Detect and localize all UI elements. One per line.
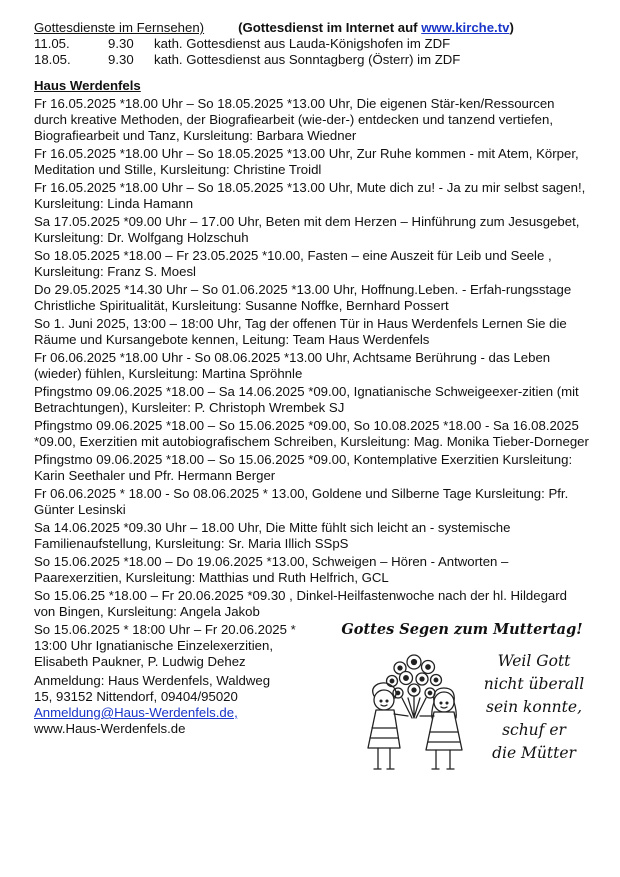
event-entry: So 15.06.2025 *18.00 – Do 19.06.2025 *13.00, Schweigen – Hören - Antworten – Paarexerzitien, Kursleitung: Matthias und Ruth Helfrich, GCL — [34, 554, 509, 585]
event-entry: Fr 16.05.2025 *18.00 Uhr – So 18.05.2025 *13.00 Uhr, Mute dich zu! - Ja zu mir selbst sagen!, Kursleitung: Linda Hamann — [34, 180, 586, 211]
tv-heading: Gottesdienste im Fernsehen) — [34, 20, 205, 35]
bottom-section — [34, 622, 590, 772]
tv-time: 9.30 — [108, 36, 134, 51]
internet-label: (Gottesdienst im Internet auf — [238, 20, 422, 35]
event-entry: So 15.06.2025 * 18:00 Uhr – Fr 20.06.2025 * 13:00 Uhr Ignatianische Einzelexerzitien, Elisabeth Paukner, P. Ludwig Dehez — [34, 622, 296, 669]
tv-program: kath. Gottesdienst aus Sonntagberg (Österr) im ZDF — [154, 52, 461, 67]
event-entry: So 18.05.2025 *18.00 – Fr 23.05.2025 *10.00, Fasten – eine Auszeit für Leib und Seele , Kursleitung: Franz S. Moesl — [34, 248, 552, 279]
event-entry: Sa 14.06.2025 *09.30 Uhr – 18.00 Uhr, Die Mitte fühlt sich leicht an - systemische Familienaufstellung, Kursleitung: Sr. Maria Illich SSpS — [34, 520, 511, 551]
website-text: www.Haus-Werdenfels.de — [34, 721, 186, 736]
flower-bouquet — [387, 655, 442, 718]
event-entry: Pfingstmo 09.06.2025 *18.00 – So 15.06.2025 *09.00, Kontemplative Exerzitien Kursleitung: Karin Seethaler und Pfr. Hermann Berger — [34, 452, 573, 483]
tv-program: kath. Gottesdienst aus Lauda-Königshofen im ZDF — [154, 36, 451, 51]
section-title: Haus Werdenfels — [34, 78, 141, 93]
registration-line: 15, 93152 Nittendorf, 09404/95020 — [34, 689, 238, 704]
kirche-tv-link[interactable]: www.kirche.tv — [421, 20, 510, 35]
tv-date: 11.05. — [34, 36, 70, 51]
tv-time: 9.30 — [108, 52, 134, 67]
right-child — [420, 688, 462, 769]
bottom-left — [34, 622, 324, 737]
event-entry: Fr 06.06.2025 *18.00 Uhr - So 08.06.2025 *13.00 Uhr, Achtsame Berührung - das Leben (wieder) fühlen, Kursleitung: Martina Spröhnle — [34, 350, 551, 381]
event-entry: Fr 06.06.2025 * 18.00 - So 08.06.2025 * 13.00, Goldene und Silberne Tage Kursleitung: Pfr. Günter Lesinski — [34, 486, 569, 517]
children-flowers-illustration — [356, 648, 472, 776]
event-entry: Sa 17.05.2025 *09.00 Uhr – 17.00 Uhr, Beten mit dem Herzen – Hinführung zum Jesusgebet, Kursleitung: Dr. Wolfgang Holzschuh — [34, 214, 580, 245]
verse-line: Weil Gott — [497, 652, 571, 670]
event-entry: Do 29.05.2025 *14.30 Uhr – So 01.06.2025 *13.00 Uhr, Hoffnung.Leben. - Erfah-rungsstage Christliche Spiritualität, Kursleitung: Susanne Noffke, Bernhard Possert — [34, 282, 572, 313]
registration-email-link[interactable]: Anmeldung@Haus-Werdenfels.de, — [34, 705, 238, 720]
verse-line: die Mütter — [492, 744, 576, 762]
tv-row — [34, 52, 590, 68]
registration-line: Anmeldung: Haus Werdenfels, Waldweg — [34, 673, 271, 688]
event-entry: So 15.06.25 *18.00 – Fr 20.06.2025 *09.30 , Dinkel-Heilfastenwoche nach der hl. Hildegard von Bingen, Kursleitung: Angela Jakob — [34, 588, 567, 619]
registration-block — [34, 673, 324, 737]
newsletter-page — [34, 20, 590, 772]
mothers-day-greeting: Gottes Segen zum Muttertag! — [341, 621, 583, 638]
tv-header — [34, 20, 590, 36]
mothers-day-verse — [474, 650, 594, 765]
verse-line: sein konnte, — [485, 698, 582, 716]
internet-close: ) — [509, 20, 514, 35]
event-entry: Fr 16.05.2025 *18.00 Uhr – So 18.05.2025 *13.00 Uhr, Die eigenen Stär-ken/Ressourcen durch kreative Methoden, der Biografiearbeit (wie-der-) entdecken und tanzend vertiefen, Biografiearbeit und Tanz, Kursleitung: Barbara Wiedner — [34, 96, 555, 143]
event-entry: Pfingstmo 09.06.2025 *18.00 – Sa 14.06.2025 *09.00, Ignatianische Schweigeexer-zitien (mit Betrachtungen), Kursleiter: P. Christoph Wrembek SJ — [34, 384, 579, 415]
verse-line: nicht überall — [483, 675, 585, 693]
internet-note — [238, 20, 514, 36]
tv-row — [34, 36, 590, 52]
event-entry: So 1. Juni 2025, 13:00 – 18:00 Uhr, Tag der offenen Tür in Haus Werdenfels Lernen Sie die Räume und Kursangebote kennen, Leitung: Team Haus Werdenfels — [34, 316, 567, 347]
tv-date: 18.05. — [34, 52, 71, 67]
event-entry: Pfingstmo 09.06.2025 *18.00 – So 15.06.2025 *09.00, So 10.08.2025 *18.00 - Sa 16.08.2025 *09.00, Exerzitien mit autobiografischem Schreiben, Kursleitung: Mag. Monika Tieber-Dorneger — [34, 418, 589, 449]
event-entry: Fr 16.05.2025 *18.00 Uhr – So 18.05.2025 *13.00 Uhr, Zur Ruhe kommen - mit Atem, Körper, Meditation und Stille, Kursleitung: Christine Troidl — [34, 146, 579, 177]
verse-line: schuf er — [502, 721, 566, 739]
